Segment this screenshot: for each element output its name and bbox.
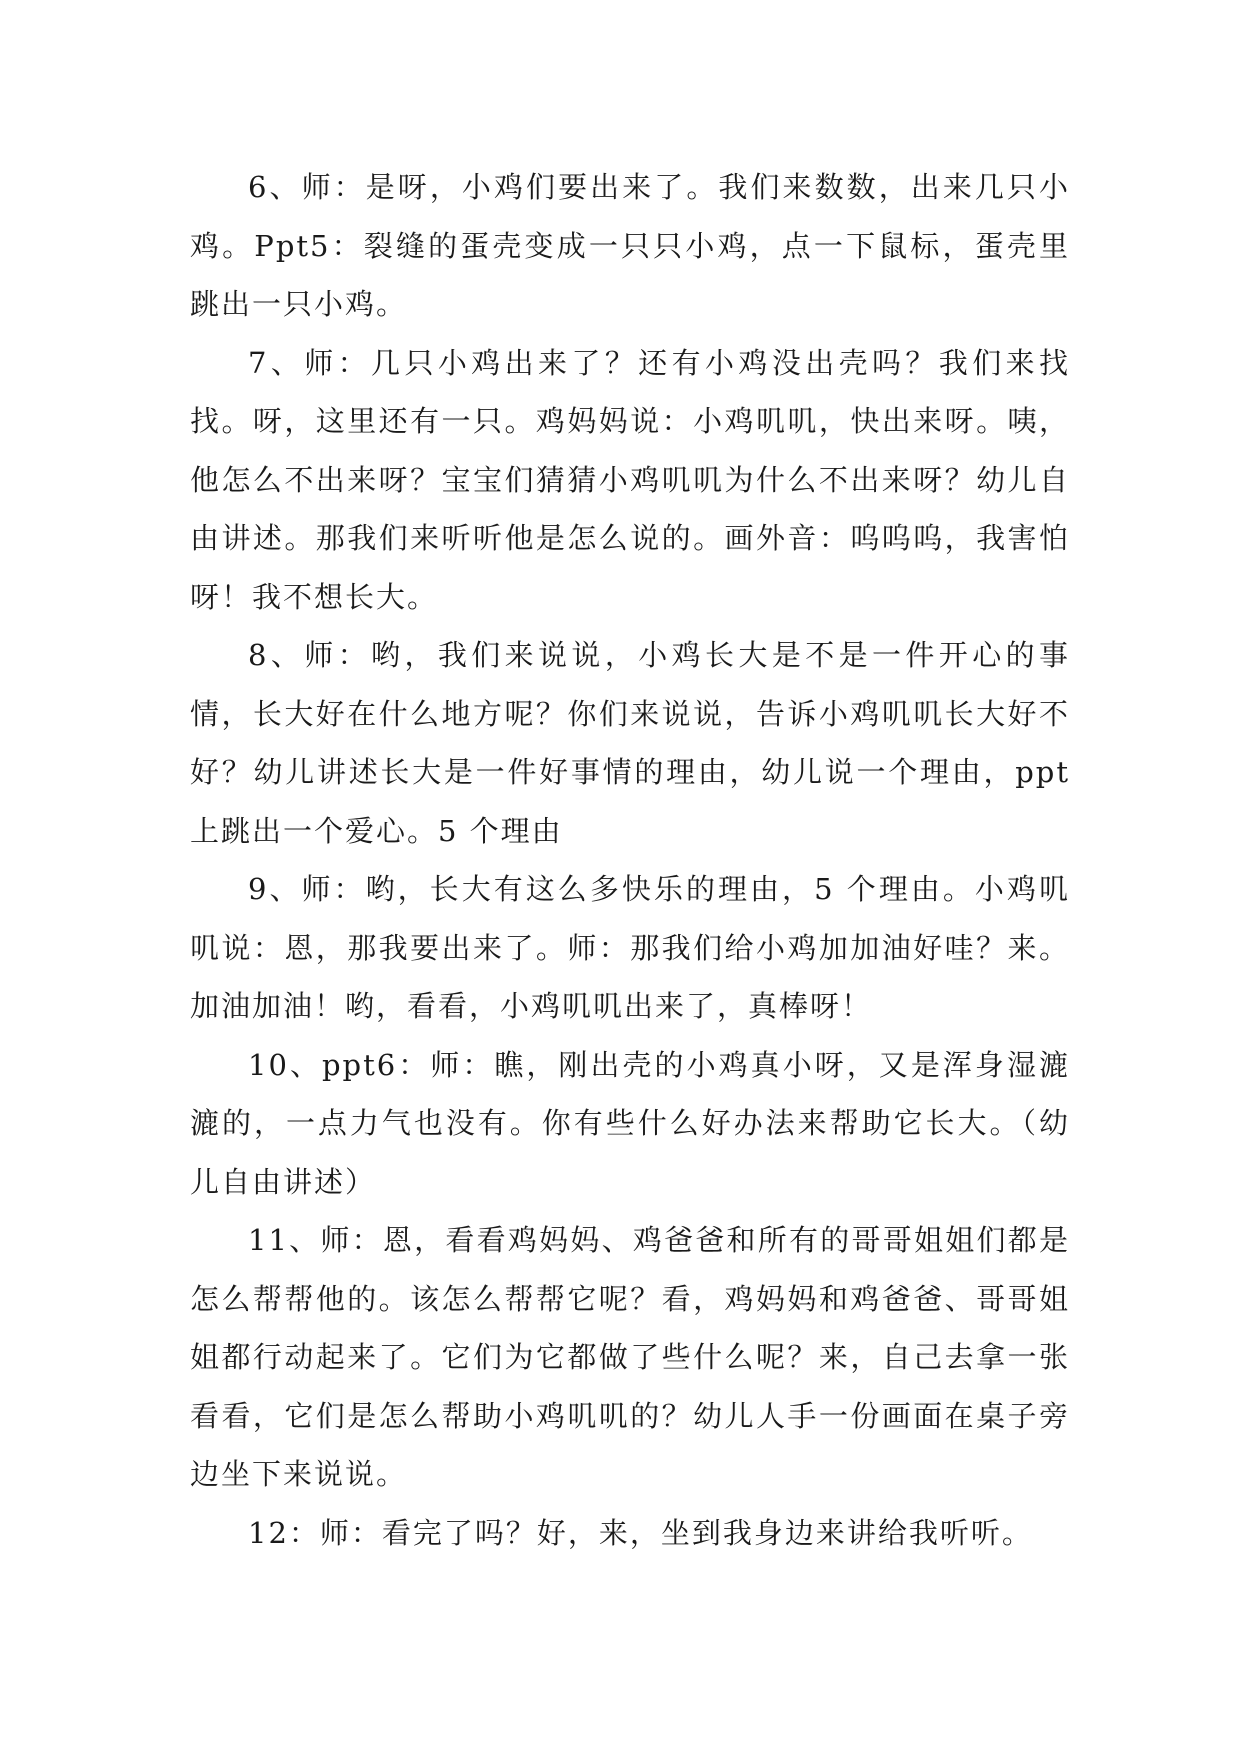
paragraph-7: 7、师：几只小鸡出来了？还有小鸡没出壳吗？我们来找找。呀，这里还有一只。鸡妈妈说：小鸡叽叽，快出来呀。咦，他怎么不出来呀？宝宝们猜猜小鸡叽叽为什么不出来呀？幼儿自由讲述。那我们来听听他是怎么说的。画外音：呜呜呜，我害怕呀！我不想长大。 <box>190 345 1070 614</box>
paragraph-11: 11、师：恩，看看鸡妈妈、鸡爸爸和所有的哥哥姐姐们都是怎么帮帮他的。该怎么帮帮它呢？看，鸡妈妈和鸡爸爸、哥哥姐姐都行动起来了。它们为它都做了些什么呢？来，自己去拿一张看看，它们是怎么帮助小鸡叽叽的？幼儿人手一份画面在桌子旁边坐下来说说。 <box>190 1223 1070 1491</box>
paragraph-9: 9、师：哟，长大有这么多快乐的理由，5 个理由。小鸡叽叽说：恩，那我要出来了。师：那我们给小鸡加加油好哇？来。加油加油！哟，看看，小鸡叽叽出来了，真棒呀！ <box>190 872 1070 1023</box>
paragraph-6: 6、师：是呀，小鸡们要出来了。我们来数数，出来几只小鸡。Ppt5：裂缝的蛋壳变成一只只小鸡，点一下鼠标，蛋壳里跳出一只小鸡。 <box>190 170 1070 321</box>
paragraph-8: 8、师：哟，我们来说说，小鸡长大是不是一件开心的事情，长大好在什么地方呢？你们来说说，告诉小鸡叽叽长大好不好？幼儿讲述长大是一件好事情的理由，幼儿说一个理由，ppt 上跳出一个爱心。5 个理由 <box>190 638 1070 848</box>
paragraph-12: 12：师：看完了吗？好，来，坐到我身边来讲给我听听。 <box>248 1515 1033 1550</box>
paragraph-10: 10、ppt6：师：瞧，刚出壳的小鸡真小呀，又是浑身湿漉漉的，一点力气也没有。你有些什么好办法来帮助它长大。（幼儿自由讲述） <box>190 1047 1070 1199</box>
document-body <box>190 158 1070 1562</box>
